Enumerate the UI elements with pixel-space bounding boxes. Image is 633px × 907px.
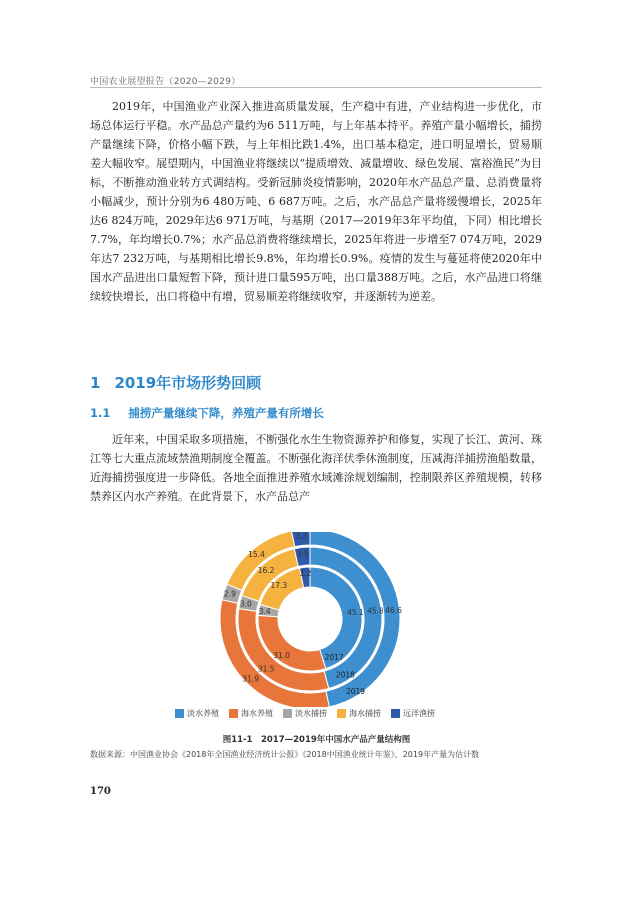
production-structure-donut-chart <box>190 532 430 707</box>
legend-label-3: 海水捕捞 <box>349 709 381 718</box>
legend-swatch-4 <box>391 709 400 718</box>
ring-year-label-2019: 2019 <box>345 686 366 696</box>
subsection-heading <box>90 405 324 421</box>
subsection-number: 1.1 <box>90 406 111 420</box>
slice-label-2018-2: 3.0 <box>239 599 252 609</box>
slice-label-2017-4: 3.2 <box>299 569 312 579</box>
legend-swatch-0 <box>175 709 184 718</box>
slice-label-2017-2: 3.4 <box>258 606 271 616</box>
slice-label-2018-1: 31.5 <box>257 664 275 674</box>
body-paragraph: 近年来，中国采取多项措施，不断强化水生生物资源养护和修复，实现了长江、黄河、珠江等七大重点流域禁渔期制度全覆盖。不断强化海洋伏季休渔制度，压减海洋捕捞渔船数量，近海捕捞强度进一步降低。各地全面推进养殖水域滩涂规划编制，控制限养区养殖规模，转移禁养区内水产养殖。在此背景下，水产品总产 <box>90 433 542 503</box>
legend-label-0: 淡水养殖 <box>187 709 219 718</box>
legend-swatch-1 <box>229 709 238 718</box>
intro-paragraph: 2019年，中国渔业产业深入推进高质量发展，生产稳中有进，产业结构进一步优化，市场总体运行平稳。水产品总产量约为6 511万吨，与上年基本持平。养殖产量小幅增长，捕捞产量继续下降，价格小幅下跌，与上年相比跌1.4%，出口基本稳定，进口明显增长，贸易顺差大幅收窄。展望期内，中国渔业将继续以“提质增效、减量增收、绿色发展、富裕渔民”为目标，不断推动渔业转方式调结构。受新冠肺炎疫情影响，2020年水产品总产量、总消费量将小幅减少，预计分别为6 480万吨、6 687万吨。之后，水产品总产量将缓慢增长，2025年达6 824万吨，2029年达6 971万吨，与基期（2017—2019年3年平均值，下同）相比增长7.7%，年均增长0.7%；水产品总消费将继续增长，2025年将进一步增至7 074万吨，2029年达7 232万吨，与基期相比增长9.8%，年均增长0.9%。疫情的发生与蔓延将使2020年中国水产品进出口量短暂下降，预计进口量595万吨，出口量388万吨。之后，水产品进口将继续较快增长，出口将稳中有增，贸易顺差将继续收窄，并逐渐转为逆差。 <box>90 100 542 303</box>
legend-label-2: 淡水捕捞 <box>295 709 327 718</box>
legend-item-0 <box>175 708 219 719</box>
figure-caption: 图11-1 2017—2019年中国水产品产量结构图 <box>222 735 411 745</box>
header-divider <box>90 87 542 88</box>
slice-label-2017-1: 31.0 <box>273 651 290 661</box>
slice-label-2018-3: 16.2 <box>257 565 275 575</box>
legend-item-3 <box>337 708 381 719</box>
legend-item-2 <box>283 708 327 719</box>
figure-source: 数据来源：中国渔业协会《2018年全国渔业经济统计公报》《2018中国渔业统计年鉴》，2019年产量为估计数 <box>90 750 480 759</box>
slice-label-2019-3: 15.4 <box>248 550 265 560</box>
section-title: 2019年市场形势回顾 <box>114 374 262 392</box>
slice-label-2018-4: 3.5 <box>296 549 309 559</box>
section-number: 1 <box>90 374 101 392</box>
slice-label-2019-2: 2.9 <box>223 589 236 599</box>
legend-item-1 <box>229 708 273 719</box>
legend-swatch-2 <box>283 709 292 718</box>
slice-label-2017-3: 17.3 <box>270 581 288 591</box>
legend-label-4: 远洋渔捞 <box>403 709 435 718</box>
subsection-title: 捕捞产量继续下降，养殖产量有所增长 <box>128 406 324 420</box>
legend-swatch-3 <box>337 709 346 718</box>
page-number: 170 <box>90 786 111 797</box>
ring-year-label-2017: 2017 <box>324 652 344 662</box>
section-heading <box>90 372 261 393</box>
running-header: 中国农业展望报告（2020—2029） <box>90 77 241 87</box>
legend-label-1: 海水养殖 <box>241 709 273 718</box>
slice-label-2019-1: 31.9 <box>242 674 260 684</box>
ring-year-label-2018: 2018 <box>335 670 355 680</box>
slice-label-2019-4: 3.3 <box>295 532 308 541</box>
chart-legend <box>175 708 475 719</box>
slice-label-2018-0: 45.8 <box>367 606 384 616</box>
slice-label-2017-0: 45.1 <box>347 607 364 617</box>
slice-label-2019-0: 46.6 <box>385 605 402 615</box>
legend-item-4 <box>391 708 435 719</box>
